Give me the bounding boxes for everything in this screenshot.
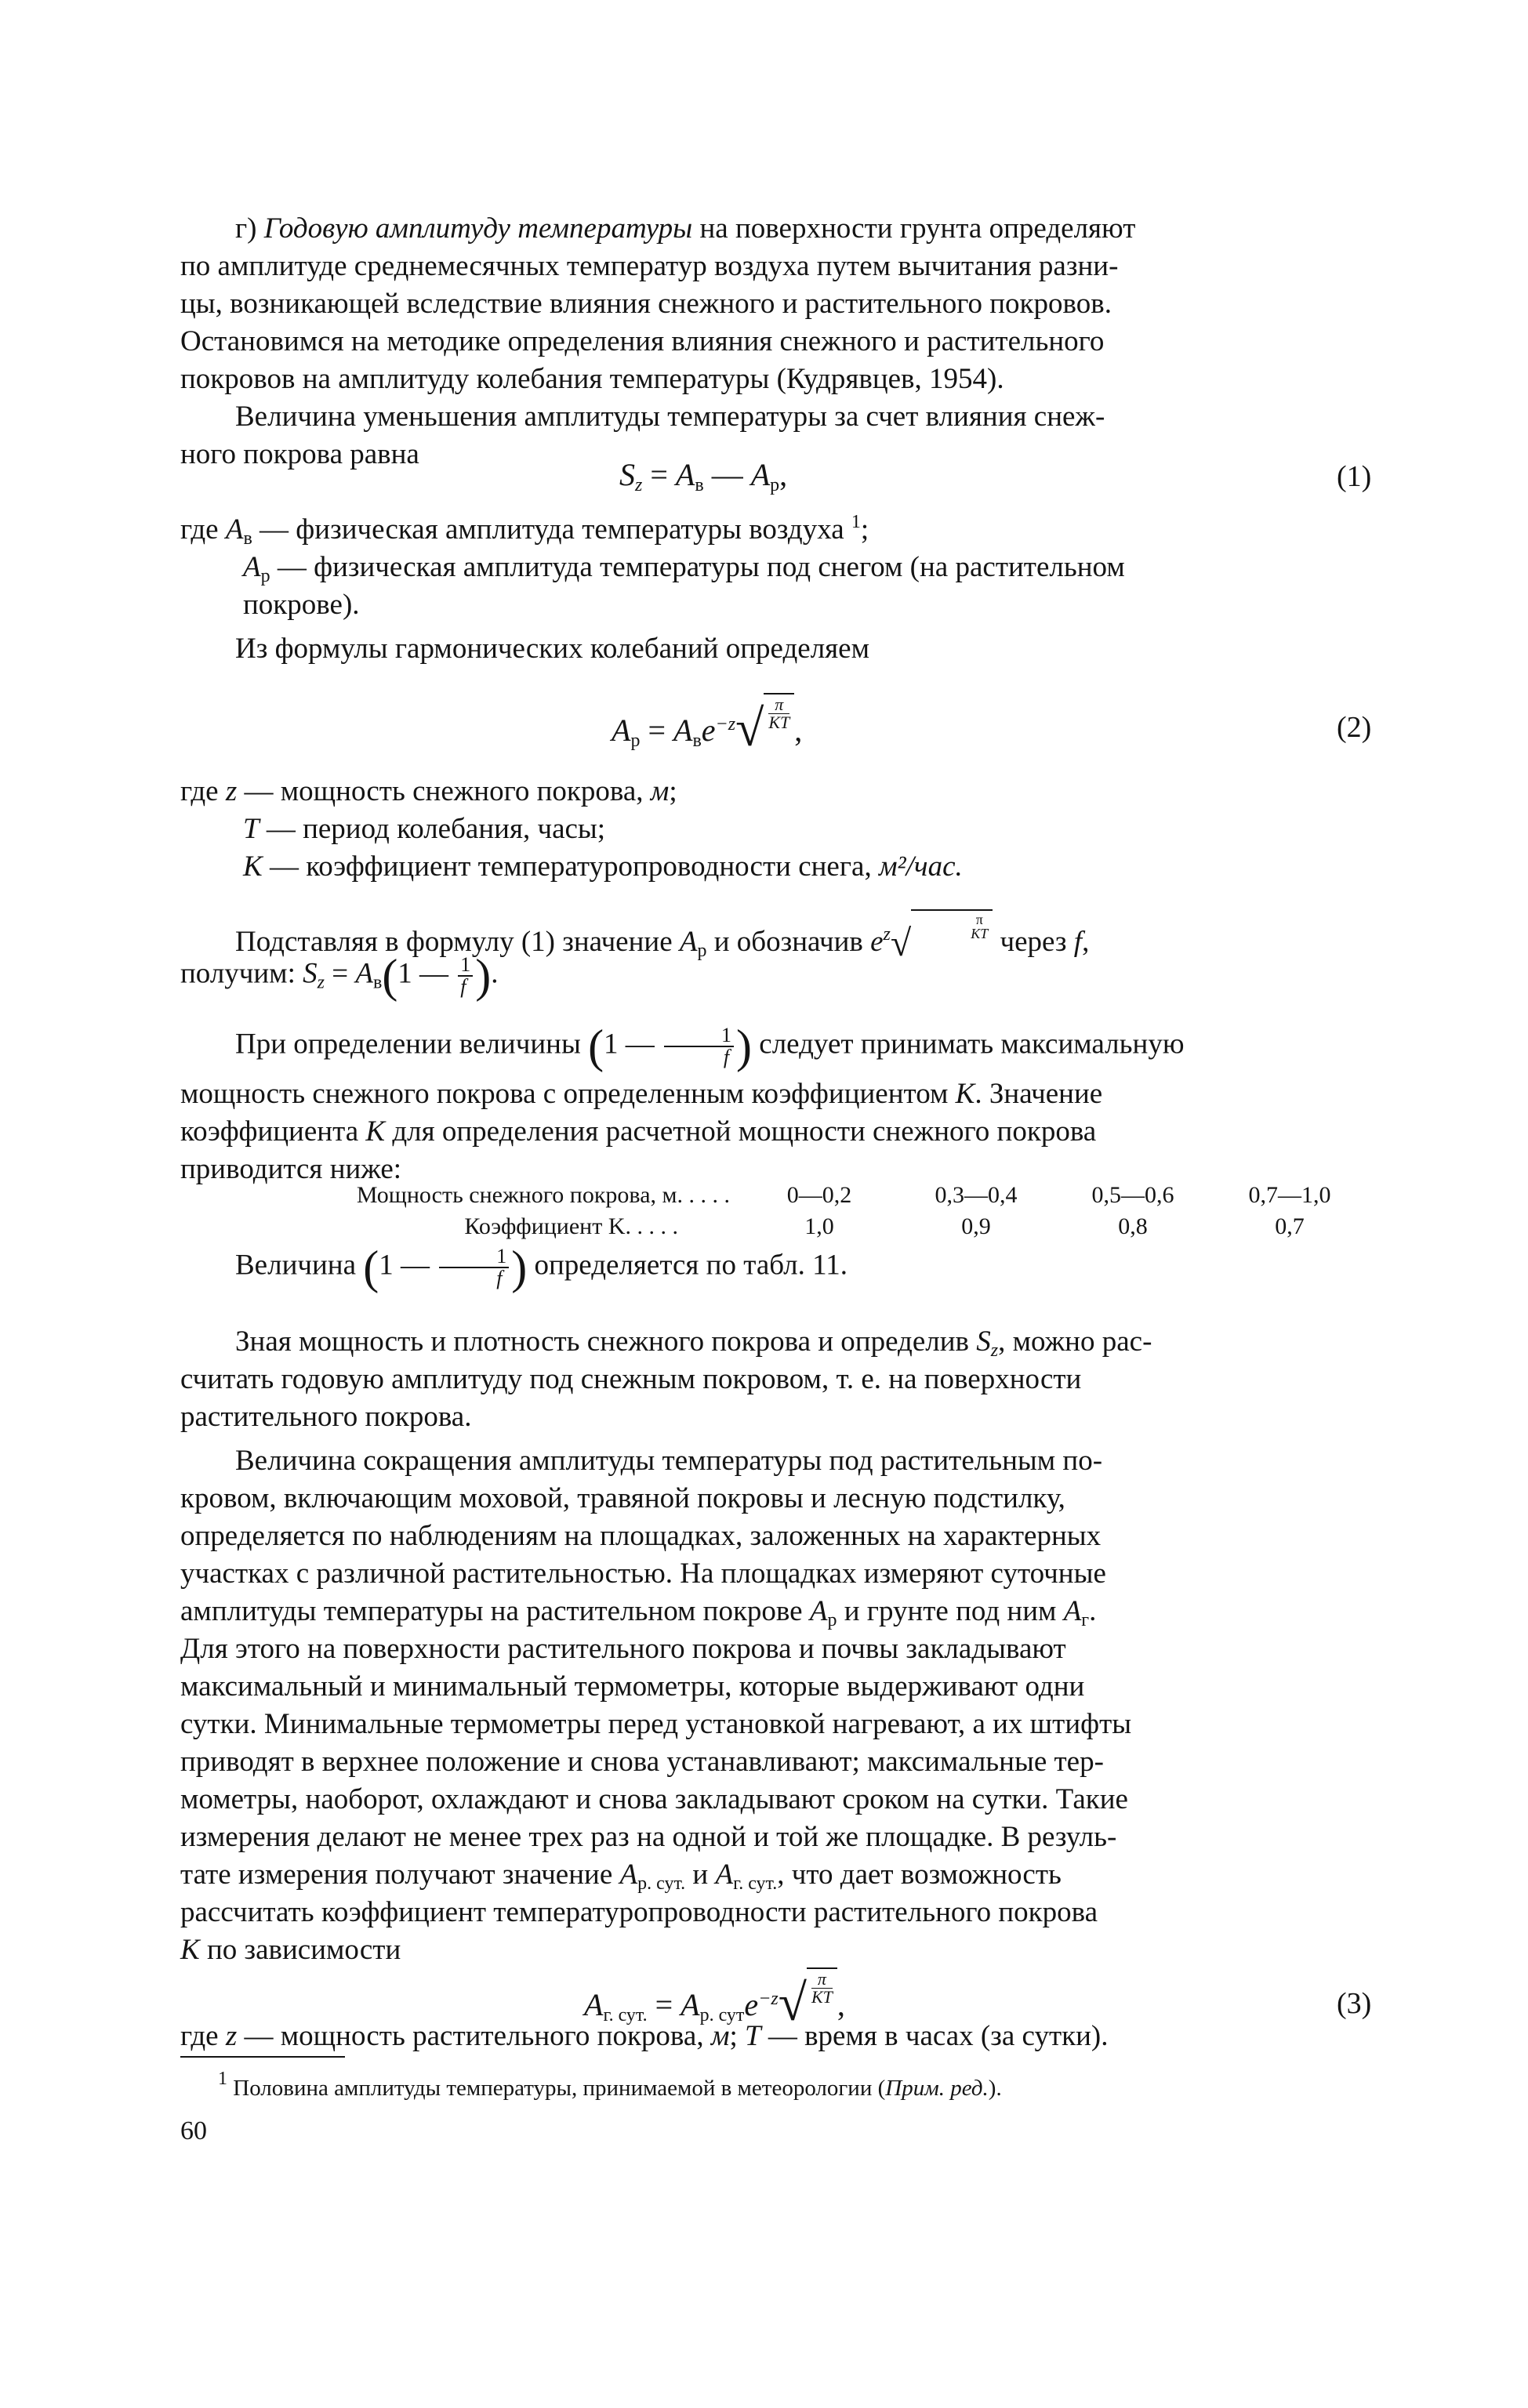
where-list-1-c: покрове).: [243, 589, 360, 621]
paragraph-annual-amplitude: г) Годовую амплитуду температуры на поверхности грунта определяют: [235, 212, 1136, 245]
footnote-divider: [180, 2056, 345, 2058]
footnote: $^1$ Половина амплитуды температуры, принимаемой в метеорологии (Прим. ред.).: [218, 2069, 1002, 2101]
paragraph-substitution-cont: получим: $S_z = A_в(1$ — $\frac{1}{f}$ ).: [180, 950, 499, 1002]
paragraph-annual-amplitude-cont: по амплитуде среднемесячных температур воздуха путем вычитания разни- цы, возникающей вследствие влияния снежного и растительного покровов. Остановимся на методике определения влияния снежного и растительного покровов на амплитуду колебания температуры (Кудрявцев, 1954).: [180, 250, 1119, 395]
footnote-ref: 1: [851, 512, 861, 532]
paragraph-vegetation: Величина сокращения амплитуды температуры под растительным по-: [235, 1445, 1103, 1477]
paragraph-vegetation-cont: кровом, включающим моховой, травяной покровы и лесную подстилку, определяется по наблюдениям на площадках, заложенных на характерных участках с различной растительностью. На площадках измеряют суточные амплитуды температуры на растительном покрове $A_р$ и грунте под ним $A_г$. Для этого на поверхности растительного покрова и почвы закладывают максимальный и минимальный термометры, которые выдерживают одни сутки. Минимальные термометры перед установкой нагревают, а их штифты приводят в верхнее положение и снова устанавливают; максимальные тер- мометры, наоборот, охлаждают и снова закладывают сроком на сутки. Такие измерения делают не менее трех раз на одной и той же площадке. В резуль- тате измерения получают значение $A_{р. сут.}$ и $A_{г. сут.}$, что дает возможность рассчитать коэффициент температуропроводности растительного покрова K по зависимости: [180, 1482, 1132, 1966]
paragraph-annual-under-snow-cont: считать годовую амплитуду под снежным покровом, т. е. на поверхности растительного покрова.: [180, 1363, 1082, 1433]
paragraph-table-ref: Величина (1 — $\frac{1}{f}$ ) определяется по табл. 11.: [235, 1242, 848, 1293]
where-list-2-b: T — период колебания, часы;: [243, 813, 606, 845]
table-row-label: Коэффициент K. . . . .: [464, 1213, 678, 1239]
table-cell: 0—0,2: [786, 1182, 852, 1208]
table-cell: 0,7—1,0: [1248, 1182, 1331, 1208]
where-list-3: где z — мощность растительного покрова, м; T — время в часах (за сутки).: [180, 2020, 1109, 2052]
equation-2: $A_р = A_вe^{-z}√$ $\frac{\pi}{KT}$ ,: [612, 694, 803, 757]
radical-sign: √: [778, 1975, 807, 2032]
radical-sign: √: [735, 700, 764, 757]
paragraph-annual-under-snow: Зная мощность и плотность снежного покрова и определив $S_z$, можно рас-: [235, 1325, 1152, 1361]
where-list-1: где $A_в$ — физическая амплитуда температуры воздуха $^1$;: [180, 512, 869, 549]
radical-fraction: $\frac{\pi}{KT}$: [764, 693, 794, 731]
equation-2-number: (2): [1337, 711, 1372, 744]
equation-3-number: (3): [1337, 1987, 1372, 2020]
where-list-2-c: K — коэффициент температуропроводности снега, м²/час.: [243, 850, 963, 883]
equation-1-number: (1): [1337, 460, 1372, 493]
paragraph-snow-reduction-cont: ного покрова равна: [180, 438, 419, 470]
paragraph-snow-reduction: Величина уменьшения амплитуды температуры за счет влияния снеж-: [235, 401, 1105, 433]
italic-term: Годовую амплитуду температуры: [263, 212, 693, 245]
table-cell: 0,7: [1275, 1213, 1305, 1239]
paragraph-determination: При определении величины (1 — $\frac{1}{f}$ ) следует принимать максимальную: [235, 1021, 1185, 1072]
table-row-label: Мощность снежного покрова, м. . . . .: [356, 1182, 730, 1208]
table-cell: 0,9: [961, 1213, 991, 1239]
table-row: [270, 1182, 1368, 1213]
table-row: [270, 1213, 1368, 1245]
radical-fraction: $\frac{\pi}{KT}$: [807, 1967, 837, 2006]
equation-1: $S_z = A_в$ — $A_р$,: [619, 457, 788, 495]
paragraph-harmonic: Из формулы гармонических колебаний определяем: [235, 633, 870, 665]
where-list-2: где z — мощность снежного покрова, м;: [180, 775, 677, 807]
table-cell: 1,0: [804, 1213, 834, 1239]
paragraph-substitution: Подставляя в формулу (1) значение $A_р$ и обозначив $e^z√$ π KT через f,: [180, 909, 1356, 961]
table-cell: 0,5—0,6: [1091, 1182, 1174, 1208]
page-number: 60: [180, 2116, 207, 2145]
table-cell: 0,3—0,4: [935, 1182, 1018, 1208]
paragraph-determination-cont: мощность снежного покрова с определенным коэффициентом K. Значение коэффициента K для определения расчетной мощности снежного покрова приводится ниже:: [180, 1078, 1103, 1185]
where-list-1-b: $A_р$ — физическая амплитуда температуры под снегом (на растительном: [243, 551, 1125, 586]
equation-3: $A_{г. сут.} = A_{р. сут}e^{-z}√$ $\frac{\pi}{KT}$ ,: [584, 1969, 845, 2032]
coefficient-table: [270, 1182, 1368, 1245]
table-cell: 0,8: [1118, 1213, 1148, 1239]
